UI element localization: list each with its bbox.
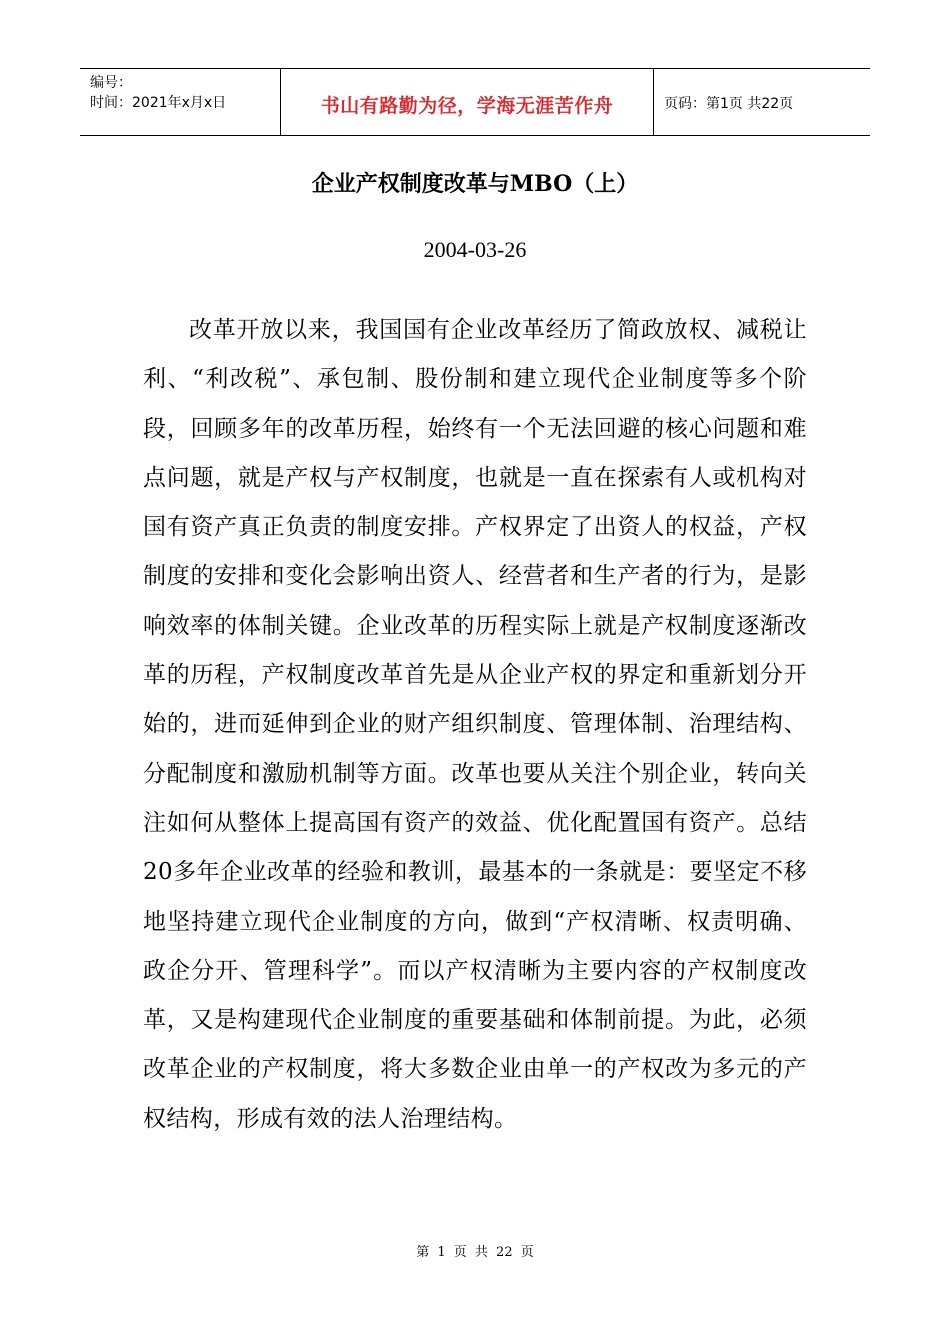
page-footer: 第 1 页 共 22 页: [416, 1245, 534, 1260]
header-motto: 书山有路勤为径，学海无涯苦作舟: [320, 94, 614, 117]
header-motto-cell: [281, 69, 654, 135]
body-paragraph: 改革开放以来，我国国有企业改革经历了简政放权、减税让利、“利改税”、承包制、股份制和建立现代企业制度等多个阶段，回顾多年的改革历程，始终有一个无法回避的核心问题和难点问题，就是产权与产权制度，也就是一直在探索有人或机构对国有资产真正负责的制度安排。产权界定了出资人的权益，产权制度的安排和变化会影响出资人、经营者和生产者的行为，是影响效率的体制关键。企业改革的历程实际上就是产权制度逐渐改革的历程，产权制度改革首先是从企业产权的界定和重新划分开始的，进而延伸到企业的财产组织制度、管理体制、治理结构、分配制度和激励机制等方面。改革也要从关注个别企业，转向关注如何从整体上提高国有资产的效益、优化配置国有资产。总结20多年企业改革的经验和教训，最基本的一条就是：要坚定不移地坚持建立现代企业制度的方向，做到“产权清晰、权责明确、政企分开、管理科学”。而以产权清晰为主要内容的产权制度改革，又是构建现代企业制度的重要基础和体制前提。为此，必须改革企业的产权制度，将大多数企业由单一的产权改为多元的产权结构，形成有效的法人治理结构。: [143, 317, 807, 1132]
header-page-cell: [654, 69, 870, 135]
header-page-info: 页码：第1页 共22页: [664, 96, 794, 112]
document-date: 2004-03-26: [423, 237, 527, 262]
document-time-label: 时间：2021年x月x日: [90, 95, 227, 111]
document-title: 企业产权制度改革与MBO（上）: [311, 171, 639, 197]
document-header: [80, 68, 870, 136]
header-meta-cell: [80, 69, 281, 135]
document-number-label: 编号：: [90, 75, 132, 91]
